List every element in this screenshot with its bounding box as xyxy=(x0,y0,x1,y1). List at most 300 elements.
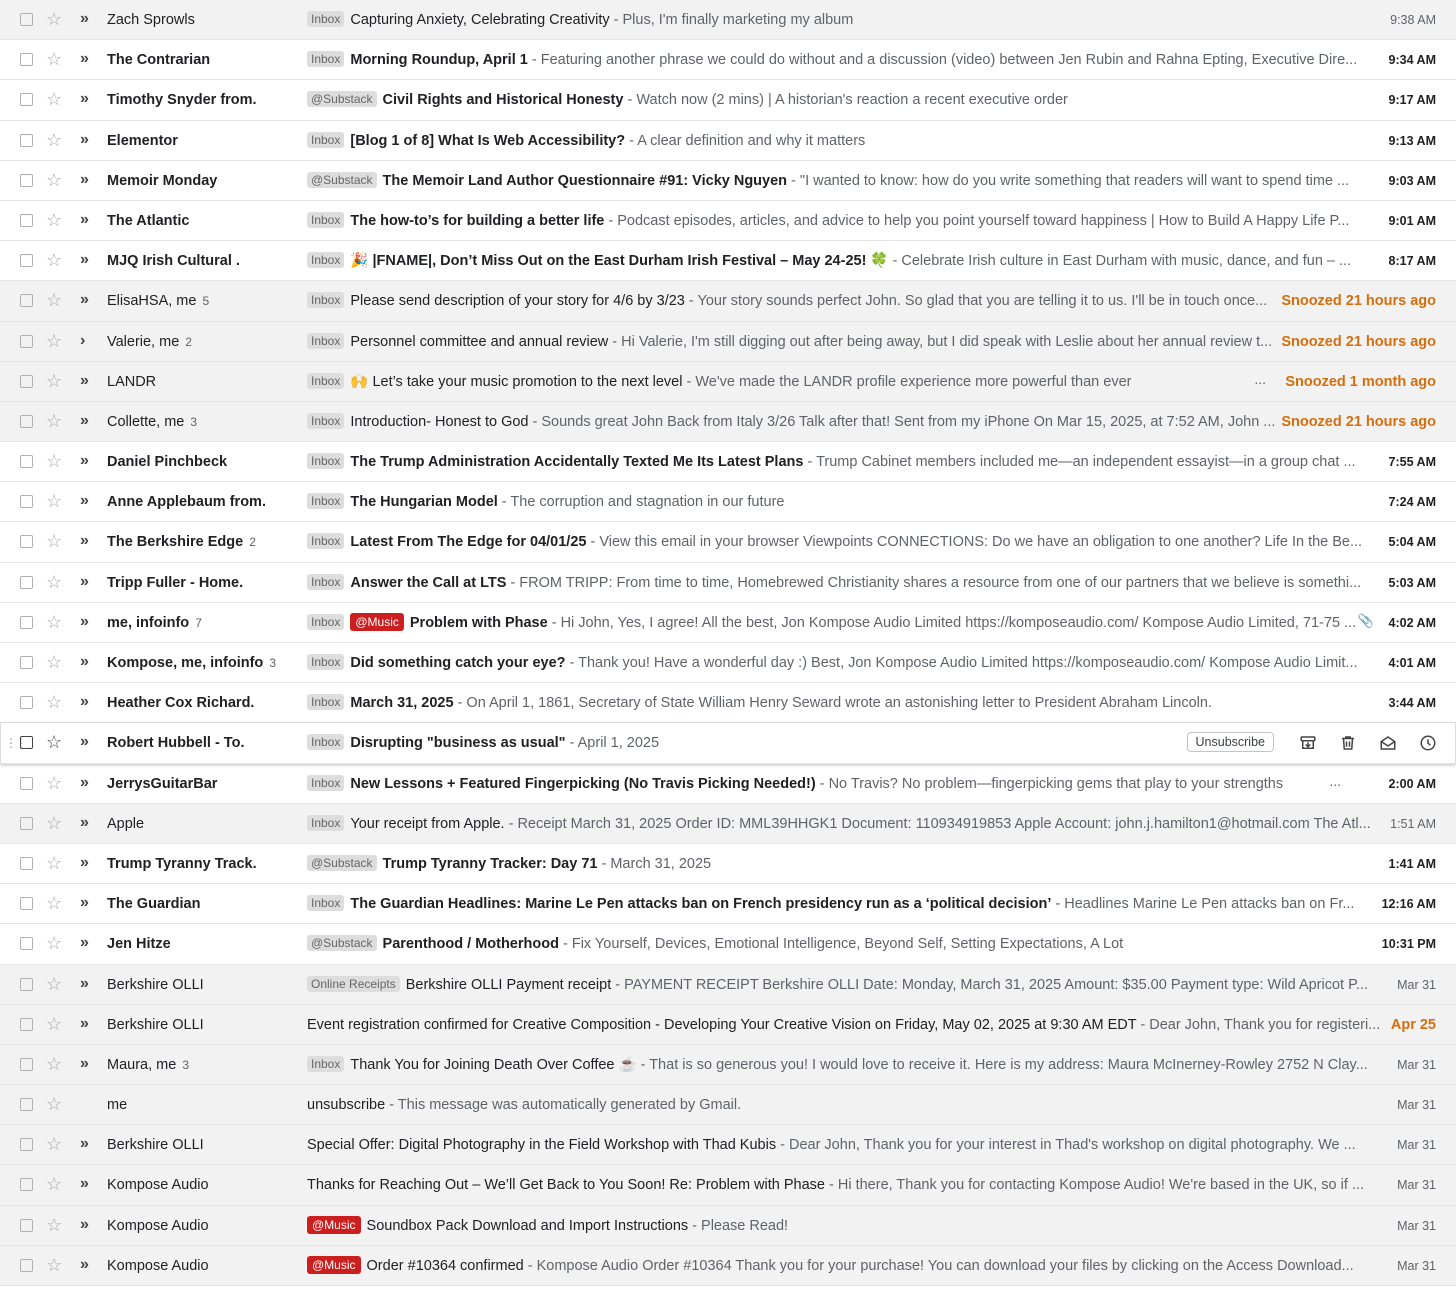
sender-name xyxy=(107,1217,209,1235)
email-row[interactable] xyxy=(0,522,1456,562)
star-icon[interactable]: ☆ xyxy=(46,1174,63,1195)
email-snippet: - Your story sounds perfect John. So glad that you are telling it to us. I'll be in touch once... xyxy=(684,293,1268,310)
star-icon[interactable]: ☆ xyxy=(46,933,63,954)
sender-name-text: me xyxy=(107,1097,128,1114)
email-content[interactable] xyxy=(307,291,1266,311)
importance-marker-icon[interactable]: » xyxy=(80,813,89,831)
email-row[interactable] xyxy=(0,1125,1456,1165)
email-date: 10:31 PM xyxy=(1381,937,1436,952)
star-icon[interactable]: ☆ xyxy=(46,571,63,592)
select-checkbox[interactable] xyxy=(20,937,33,950)
email-subject: The Hungarian Model xyxy=(350,494,498,511)
label-badge[interactable]: @Music xyxy=(307,1256,361,1274)
select-checkbox[interactable] xyxy=(20,294,33,307)
star-icon[interactable]: ☆ xyxy=(46,772,63,793)
label-badge[interactable]: Inbox xyxy=(307,815,344,831)
importance-marker-icon[interactable]: » xyxy=(80,50,89,68)
select-checkbox[interactable] xyxy=(20,134,33,147)
email-snippet: - Trump Cabinet members included me—an independent essayist—in a group chat ... xyxy=(803,454,1356,471)
importance-marker-icon[interactable]: » xyxy=(80,1175,89,1193)
email-snippet: - Hi there, Thank you for contacting Kompose Audio! We're based in the UK, so if ... xyxy=(824,1177,1364,1194)
email-date: 9:34 AM xyxy=(1388,53,1436,68)
mark-unread-icon[interactable] xyxy=(1377,732,1399,754)
importance-marker-icon[interactable]: » xyxy=(80,251,89,269)
email-subject: The how-to’s for building a better life xyxy=(350,212,605,229)
star-icon[interactable]: ☆ xyxy=(46,893,63,914)
star-icon[interactable]: ☆ xyxy=(46,250,63,271)
sender-name xyxy=(107,1096,127,1114)
star-icon[interactable]: ☆ xyxy=(46,9,63,29)
sender-name xyxy=(107,212,189,230)
importance-marker-icon[interactable]: » xyxy=(80,1215,89,1233)
email-date: 9:17 AM xyxy=(1388,93,1436,108)
label-badge[interactable]: Inbox xyxy=(307,51,344,67)
label-badge[interactable]: Inbox xyxy=(307,493,344,509)
sender-name xyxy=(107,935,171,953)
email-content[interactable] xyxy=(307,814,1371,834)
email-content[interactable] xyxy=(307,372,1266,392)
select-checkbox[interactable] xyxy=(20,1138,33,1151)
sender-name xyxy=(107,775,217,793)
email-date: 4:01 AM xyxy=(1388,656,1436,670)
attachment-icon: 📎 xyxy=(1357,612,1374,628)
email-date: 9:13 AM xyxy=(1388,133,1436,148)
sender-name-text: Tripp Fuller - Home. xyxy=(107,574,244,591)
sender-name-text: Berkshire OLLI xyxy=(107,976,204,993)
email-date: 3:44 AM xyxy=(1388,696,1436,711)
importance-marker-icon[interactable]: » xyxy=(80,1255,89,1273)
star-icon[interactable]: ☆ xyxy=(46,1214,63,1235)
thread-count: 7 xyxy=(195,615,202,630)
sender-name-text: Elementor xyxy=(107,132,178,149)
star-icon[interactable]: ☆ xyxy=(46,1134,63,1155)
email-content[interactable] xyxy=(307,934,1346,954)
importance-marker-icon[interactable]: » xyxy=(80,10,89,27)
email-row[interactable] xyxy=(0,482,1456,522)
importance-marker-icon[interactable]: » xyxy=(80,612,89,630)
email-content[interactable] xyxy=(307,50,1358,70)
email-content[interactable] xyxy=(307,211,1350,231)
email-row[interactable] xyxy=(0,80,1456,120)
sender-name-text: Kompose Audio xyxy=(107,1217,209,1234)
email-subject: The Trump Administration Accidentally Texted Me Its Latest Plans xyxy=(350,454,804,471)
email-content[interactable] xyxy=(307,1175,1364,1195)
label-badge[interactable]: Inbox xyxy=(307,734,344,750)
sender-name-text: Valerie, me xyxy=(107,333,180,350)
star-icon[interactable]: ☆ xyxy=(46,451,63,472)
select-checkbox[interactable] xyxy=(20,13,33,26)
star-icon[interactable]: ☆ xyxy=(46,1013,63,1034)
sender-name xyxy=(107,1176,209,1194)
snooze-status: Snoozed 21 hours ago xyxy=(1281,413,1436,430)
importance-marker-icon[interactable]: » xyxy=(80,773,89,791)
email-content[interactable] xyxy=(307,1015,1381,1035)
email-content[interactable] xyxy=(307,613,1357,633)
label-badge[interactable]: @Substack xyxy=(307,855,377,871)
email-snippet: - Dear John, Thank you for registeri... xyxy=(1136,1016,1381,1033)
star-icon[interactable]: ☆ xyxy=(46,732,63,753)
importance-marker-icon[interactable]: » xyxy=(80,90,89,108)
star-icon[interactable]: ☆ xyxy=(46,852,63,873)
sender-name xyxy=(107,252,240,270)
email-content[interactable] xyxy=(307,653,1358,673)
select-checkbox[interactable] xyxy=(20,174,33,187)
label-badge[interactable]: Inbox xyxy=(307,574,344,590)
email-date: Mar 31 xyxy=(1397,1258,1436,1273)
email-content[interactable] xyxy=(307,854,1346,874)
email-row[interactable] xyxy=(0,1246,1456,1286)
email-row[interactable] xyxy=(0,201,1456,241)
label-badge[interactable]: Inbox xyxy=(307,11,344,27)
archive-icon[interactable] xyxy=(1297,732,1319,754)
email-row[interactable] xyxy=(0,723,1456,763)
email-content[interactable] xyxy=(307,975,1368,995)
email-row[interactable] xyxy=(0,402,1456,442)
email-row[interactable] xyxy=(0,683,1456,723)
select-checkbox[interactable] xyxy=(20,335,33,348)
email-row[interactable] xyxy=(0,281,1456,321)
email-snippet: - Dear John, Thank you for your interest in Thad's workshop on digital photography. We ... xyxy=(776,1137,1356,1154)
drag-handle-icon[interactable]: ⋮⋮ xyxy=(5,736,25,751)
label-badge[interactable]: @Substack xyxy=(307,172,377,188)
sender-name-text: Daniel Pinchbeck xyxy=(107,454,228,471)
sender-name-text: Trump Tyranny Track. xyxy=(107,855,257,872)
email-row[interactable] xyxy=(0,1165,1456,1205)
star-icon[interactable]: ☆ xyxy=(46,290,63,311)
thread-count: 5 xyxy=(202,294,210,309)
email-snippet: - We've made the LANDR profile experience more powerful than ever xyxy=(682,373,1132,390)
email-content[interactable] xyxy=(307,573,1362,593)
label-badge[interactable]: @Substack xyxy=(307,91,377,107)
star-icon[interactable]: ☆ xyxy=(46,531,63,552)
sender-name xyxy=(107,51,210,69)
email-content[interactable] xyxy=(307,452,1356,472)
email-content[interactable] xyxy=(307,332,1273,352)
sender-name xyxy=(107,493,266,511)
select-checkbox[interactable] xyxy=(20,53,33,66)
email-row[interactable] xyxy=(0,965,1456,1005)
email-content[interactable] xyxy=(307,1256,1354,1276)
email-row[interactable] xyxy=(0,1045,1456,1085)
email-row[interactable] xyxy=(0,764,1456,804)
email-subject: The Memoir Land Author Questionnaire #91: Vicky Nguyen xyxy=(382,172,788,189)
label-badge[interactable]: @Music xyxy=(350,613,404,631)
email-row[interactable] xyxy=(0,643,1456,683)
email-date: 12:16 AM xyxy=(1381,897,1436,912)
email-date: 9:01 AM xyxy=(1388,213,1436,228)
importance-marker-icon[interactable]: › xyxy=(80,331,86,349)
select-checkbox[interactable] xyxy=(20,978,33,991)
email-content[interactable] xyxy=(307,251,1352,271)
email-row[interactable] xyxy=(0,884,1456,924)
email-subject: 🙌 Let’s take your music promotion to the next level xyxy=(350,373,683,390)
sender-name xyxy=(107,815,144,833)
label-badge[interactable]: Inbox xyxy=(307,132,344,148)
email-row[interactable] xyxy=(0,563,1456,603)
star-icon[interactable]: ☆ xyxy=(46,973,63,994)
importance-marker-icon[interactable]: » xyxy=(80,170,89,188)
label-badge[interactable]: Online Receipts xyxy=(307,976,400,992)
email-date: 1:41 AM xyxy=(1388,856,1436,871)
label-badge[interactable]: Inbox xyxy=(307,775,344,791)
sender-name xyxy=(107,11,195,29)
email-date: Mar 31 xyxy=(1397,1098,1436,1113)
email-snippet: - Hi Valerie, I'm still digging out after being away, but I did speak with Leslie about her annual review t... xyxy=(608,333,1273,350)
importance-marker-icon[interactable]: » xyxy=(80,934,89,952)
star-icon[interactable]: ☆ xyxy=(46,1094,63,1115)
snooze-status: Snoozed 21 hours ago xyxy=(1281,333,1436,350)
label-badge[interactable]: Inbox xyxy=(307,453,344,469)
email-snippet: - Featuring another phrase we could do without and a discussion (video) between Jen Rubin and Rahna Epting, Executive Dire... xyxy=(527,52,1358,69)
email-subject: Personnel committee and annual review xyxy=(350,333,609,350)
email-content[interactable] xyxy=(307,693,1346,713)
sender-name xyxy=(107,373,156,391)
label-badge[interactable]: Inbox xyxy=(307,413,344,429)
email-snippet: - Celebrate Irish culture in East Durham with music, dance, and fun – ... xyxy=(888,253,1352,270)
star-icon[interactable]: ☆ xyxy=(46,169,63,190)
label-badge[interactable]: @Substack xyxy=(307,935,377,951)
truncation-ellipsis: ... xyxy=(1254,370,1266,387)
label-badge[interactable]: @Music xyxy=(307,1216,361,1234)
email-row[interactable] xyxy=(0,603,1456,643)
star-icon[interactable]: ☆ xyxy=(46,330,63,351)
email-snippet: - The corruption and stagnation in our future xyxy=(497,494,785,511)
email-row[interactable] xyxy=(0,1085,1456,1125)
email-row[interactable] xyxy=(0,161,1456,201)
star-icon[interactable]: ☆ xyxy=(46,812,63,833)
importance-marker-icon[interactable]: » xyxy=(80,371,89,389)
sender-name-text: JerrysGuitarBar xyxy=(107,775,218,792)
email-row[interactable] xyxy=(0,442,1456,482)
select-checkbox[interactable] xyxy=(20,1058,33,1071)
email-content[interactable] xyxy=(307,1095,1346,1115)
email-date: 5:03 AM xyxy=(1388,575,1436,590)
sender-name-part: me, info xyxy=(107,614,163,631)
email-subject: Order #10364 confirmed xyxy=(366,1257,524,1274)
email-content[interactable] xyxy=(307,774,1346,794)
email-subject: [Blog 1 of 8] What Is Web Accessibility? xyxy=(350,132,626,149)
sender-name xyxy=(107,694,254,712)
email-content[interactable] xyxy=(307,90,1346,110)
star-icon[interactable]: ☆ xyxy=(46,692,63,713)
sender-name-text: Maura, me xyxy=(107,1056,177,1073)
select-checkbox[interactable] xyxy=(20,1098,33,1111)
email-subject: unsubscribe xyxy=(307,1097,386,1114)
label-badge[interactable]: Inbox xyxy=(307,212,344,228)
select-checkbox[interactable] xyxy=(20,576,33,589)
label-badge[interactable]: Inbox xyxy=(307,1056,344,1072)
email-row[interactable] xyxy=(0,1005,1456,1045)
email-snippet: - A clear definition and why it matters xyxy=(625,132,866,149)
email-subject: New Lessons + Featured Fingerpicking (No Travis Picking Needed!) xyxy=(350,775,816,792)
email-date: Mar 31 xyxy=(1397,1218,1436,1233)
email-content[interactable] xyxy=(307,733,1166,753)
importance-marker-icon[interactable]: » xyxy=(80,1135,89,1153)
importance-marker-icon[interactable]: » xyxy=(80,492,89,510)
select-checkbox[interactable] xyxy=(20,214,33,227)
email-content[interactable] xyxy=(307,894,1355,914)
email-snippet: - FROM TRIPP: From time to time, Homebrewed Christianity shares a resource from one of our partners that we believe is somethi... xyxy=(506,574,1362,591)
select-checkbox[interactable] xyxy=(20,495,33,508)
label-badge[interactable]: Inbox xyxy=(307,694,344,710)
select-checkbox[interactable] xyxy=(20,696,33,709)
sender-name xyxy=(107,574,243,592)
email-row[interactable] xyxy=(0,804,1456,844)
importance-marker-icon[interactable]: » xyxy=(80,693,89,711)
email-row[interactable] xyxy=(0,322,1456,362)
label-badge[interactable]: Inbox xyxy=(307,533,344,549)
select-checkbox[interactable] xyxy=(20,1178,33,1191)
importance-marker-icon[interactable]: » xyxy=(80,452,89,470)
select-checkbox[interactable] xyxy=(20,817,33,830)
email-row[interactable] xyxy=(0,0,1456,40)
email-snippet: - Watch now (2 mins) | A historian's reaction a recent executive order xyxy=(623,92,1068,109)
label-badge[interactable]: Inbox xyxy=(307,333,344,349)
sender-name xyxy=(107,533,256,551)
unsubscribe-button[interactable]: Unsubscribe xyxy=(1187,732,1274,752)
select-checkbox[interactable] xyxy=(20,455,33,468)
email-snippet: - Thank you! Have a wonderful day :) Best, Jon Kompose Audio Limited https://komposeaudio.com/ Kompose Audio Limit... xyxy=(565,655,1358,671)
email-snippet: - View this email in your browser Viewpoints CONNECTIONS: Do we have an obligation to one another? Life In the Be... xyxy=(586,534,1363,551)
email-row[interactable] xyxy=(0,241,1456,281)
select-checkbox[interactable] xyxy=(20,656,33,669)
importance-marker-icon[interactable]: » xyxy=(80,1054,89,1072)
email-snippet: - Headlines Marine Le Pen attacks ban on Fr... xyxy=(1051,896,1355,913)
email-content[interactable] xyxy=(307,532,1363,552)
star-icon[interactable]: ☆ xyxy=(46,1053,63,1074)
email-date: 9:38 AM xyxy=(1390,13,1436,27)
importance-marker-icon[interactable]: » xyxy=(80,532,89,550)
email-subject: Did something catch your eye? xyxy=(350,655,566,671)
email-subject: Trump Tyranny Tracker: Day 71 xyxy=(382,855,598,872)
email-row[interactable] xyxy=(0,40,1456,80)
email-snippet: - Sounds great John Back from Italy 3/26 Talk after that! Sent from my iPhone On Mar 15, 2025, at 7:52 AM, John ... xyxy=(528,413,1276,430)
star-icon[interactable]: ☆ xyxy=(46,652,63,672)
star-icon[interactable]: ☆ xyxy=(46,89,63,110)
importance-marker-icon[interactable]: » xyxy=(80,894,89,912)
email-date: 8:17 AM xyxy=(1388,254,1436,269)
sender-name-text: Kompose Audio xyxy=(107,1257,209,1274)
star-icon[interactable]: ☆ xyxy=(46,491,63,512)
email-subject: 🎉 |FNAME|, Don’t Miss Out on the East Durham Irish Festival – May 24-25! 🍀 xyxy=(350,253,889,270)
email-snippet: - Fix Yourself, Devices, Emotional Intelligence, Beyond Self, Setting Expectations, A Lot xyxy=(558,936,1124,953)
select-checkbox[interactable] xyxy=(20,375,33,388)
importance-marker-icon[interactable]: » xyxy=(80,130,89,148)
email-snippet: - Hi John, Yes, I agree! All the best, Jon Kompose Audio Limited https://komposeaudio.com/ Kompose Audio Limited, 71-75 ... xyxy=(547,614,1357,631)
star-icon[interactable]: ☆ xyxy=(46,209,63,230)
email-subject: Capturing Anxiety, Celebrating Creativity xyxy=(350,12,610,28)
importance-marker-icon[interactable]: » xyxy=(80,1014,89,1032)
email-subject: Morning Roundup, April 1 xyxy=(350,52,528,69)
email-content[interactable] xyxy=(307,1216,1346,1236)
select-checkbox[interactable] xyxy=(20,254,33,267)
importance-marker-icon[interactable]: » xyxy=(80,653,89,670)
email-row[interactable] xyxy=(0,1206,1456,1246)
select-checkbox[interactable] xyxy=(20,1219,33,1232)
label-badge[interactable]: Inbox xyxy=(307,614,344,630)
importance-marker-icon[interactable]: » xyxy=(80,411,89,429)
select-checkbox[interactable] xyxy=(20,415,33,428)
email-row[interactable] xyxy=(0,362,1456,402)
sender-name xyxy=(107,132,178,150)
email-subject: Thank You for Joining Death Over Coffee ☕ xyxy=(350,1056,637,1073)
email-snippet: - Plus, I'm finally marketing my album xyxy=(609,12,854,28)
email-content[interactable] xyxy=(307,412,1276,432)
star-icon[interactable]: ☆ xyxy=(46,611,63,632)
select-checkbox[interactable] xyxy=(20,736,33,749)
select-checkbox[interactable] xyxy=(20,1259,33,1272)
importance-marker-icon[interactable]: » xyxy=(80,291,89,309)
email-subject: Disrupting "business as usual" xyxy=(350,735,566,752)
sender-name xyxy=(107,413,197,431)
label-badge[interactable]: Inbox xyxy=(307,252,344,268)
star-icon[interactable]: ☆ xyxy=(46,1254,63,1275)
select-checkbox[interactable] xyxy=(20,93,33,106)
email-row[interactable] xyxy=(0,844,1456,884)
star-icon[interactable]: ☆ xyxy=(46,49,63,70)
label-badge[interactable]: Inbox xyxy=(307,292,344,308)
email-content[interactable] xyxy=(307,1055,1368,1075)
select-checkbox[interactable] xyxy=(20,777,33,790)
select-checkbox[interactable] xyxy=(20,1018,33,1031)
importance-marker-icon[interactable]: » xyxy=(80,210,89,228)
sender-name-text: MJQ Irish Cultural . xyxy=(107,253,240,270)
label-badge[interactable]: Inbox xyxy=(307,373,344,389)
sender-name xyxy=(107,734,244,752)
delete-icon[interactable] xyxy=(1337,732,1359,754)
select-checkbox[interactable] xyxy=(20,897,33,910)
email-subject: Answer the Call at LTS xyxy=(350,574,507,591)
select-checkbox[interactable] xyxy=(20,857,33,870)
star-icon[interactable]: ☆ xyxy=(46,129,63,150)
star-icon[interactable]: ☆ xyxy=(46,410,63,431)
importance-marker-icon[interactable]: » xyxy=(80,733,89,751)
snooze-icon[interactable] xyxy=(1417,732,1439,754)
thread-count: 3 xyxy=(182,1057,190,1072)
email-row[interactable] xyxy=(0,121,1456,161)
email-content[interactable] xyxy=(307,131,1346,151)
email-snippet: - April 1, 2025 xyxy=(565,735,660,752)
star-icon[interactable]: ☆ xyxy=(46,370,63,391)
email-content[interactable] xyxy=(307,492,1346,512)
email-content[interactable] xyxy=(307,10,1346,30)
select-checkbox[interactable] xyxy=(20,616,33,629)
importance-marker-icon[interactable]: » xyxy=(80,572,89,590)
email-snippet: - Receipt March 31, 2025 Order ID: MML39HHGK1 Document: 110934919853 Apple Account: john.j.hamilton1@hotmail.com The Atl... xyxy=(504,815,1371,832)
select-checkbox[interactable] xyxy=(20,535,33,548)
email-snippet: - No Travis? No problem—fingerpicking gems that play to your strengths xyxy=(815,775,1284,792)
email-snippet: - This message was automatically generated by Gmail. xyxy=(385,1097,742,1114)
importance-marker-icon[interactable]: » xyxy=(80,974,89,992)
importance-marker-icon[interactable]: » xyxy=(80,853,89,871)
sender-name-text: The Berkshire Edge xyxy=(107,534,244,551)
email-subject: Event registration confirmed for Creative Composition - Developing Your Creative Vision on Friday, May 02, 2025 at 9:30 AM EDT xyxy=(307,1016,1137,1033)
email-date: 4:02 AM xyxy=(1388,615,1436,630)
email-snippet: - Podcast episodes, articles, and advice to help you point yourself toward happiness | How to Build A Happy Life P... xyxy=(604,212,1350,229)
sender-name-text: Kompose Audio xyxy=(107,1177,209,1194)
label-badge[interactable]: Inbox xyxy=(307,654,344,670)
email-content[interactable] xyxy=(307,1135,1356,1155)
email-subject: Soundbox Pack Download and Import Instructions xyxy=(366,1217,689,1234)
email-date: 2:00 AM xyxy=(1388,776,1436,791)
email-content[interactable] xyxy=(307,171,1350,191)
email-subject: Special Offer: Digital Photography in the Field Workshop with Thad Kubis xyxy=(307,1137,777,1154)
sender-name xyxy=(107,172,217,190)
label-badge[interactable]: Inbox xyxy=(307,895,344,911)
thread-count: 3 xyxy=(190,414,198,429)
email-date: 9:03 AM xyxy=(1388,173,1436,188)
email-row[interactable] xyxy=(0,924,1456,964)
